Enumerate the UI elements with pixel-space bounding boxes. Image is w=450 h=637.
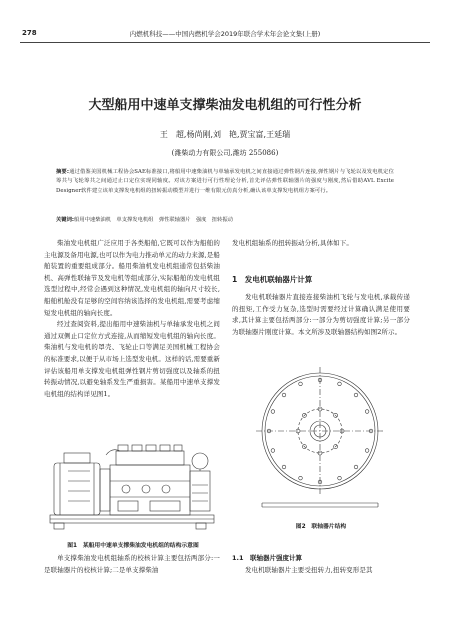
figure-2-coupling-plate-drawing — [254, 363, 386, 513]
abstract — [56, 168, 394, 196]
keywords-text: 船用中速柴油机 单支撑发电机组 弹性联轴器片 强度 扭转振动 — [74, 217, 233, 223]
article-title: 大型船用中速单支撑柴油发电机组的可行性分析 — [88, 98, 362, 113]
figure-2-caption: 图2 联轴器片结构 — [295, 524, 347, 530]
right-paragraph-1: 发电机联轴器片直接连接柴油机飞轮与发电机,承载传递的扭矩,工作受力复杂,选型时需要经过计算确认满足使用要求,其计算主要包括两部分:一部分为剪切强度计算;另一部分为联轴器片刚度计算。本文所涉及联轴器结构如图2所示。 — [232, 293, 410, 336]
subsection-heading-1-1: 1.1 联轴器片强度计算 — [232, 554, 303, 562]
article-authors: 王 超,杨尚刚,刘 艳,贾宝富,王延瑞 — [159, 130, 291, 139]
right-column-top-text — [232, 238, 410, 250]
page-number: 278 — [22, 29, 37, 37]
left-paragraph-1: 柴油发电机组广泛应用于各类船舶,它既可以作为船舶的主电源及备用电源,也可以作为电力推动单元的动力来源,是船舶装置的重要组成部分。船用柴油机发电机组通常包括柴油机、高弹性联轴节及发电机等组成部分,实际船舶的发电机组选型过程中,经常会遇到这种情况,发电机组的轴向尺寸较长,船舶机舱没有足够的空间容纳该选择的发电机组,需要考虑缩短发电机组的轴向长度。 — [44, 239, 220, 317]
right-paragraph-2: 发电机联轴器片主要受扭转力,扭转变形是其 — [245, 566, 373, 574]
article-affiliation: (潍柴动力有限公司,潍坊 255086) — [171, 149, 279, 157]
keywords-label: 关键词: — [56, 217, 75, 223]
right-column-bottom-text — [232, 565, 410, 577]
right-paragraph-top: 发电机组轴系的扭转振动分析,具体如下。 — [232, 239, 353, 247]
abstract-label: 摘要: — [56, 169, 70, 175]
figure-1-caption: 图1 某船用中速单支撑柴油发电机组的结构示意图 — [67, 543, 199, 549]
abstract-text: 通过借鉴美国机械工程协会SAE标准接口,将船用中速柴油机与单轴承发电机之间直接通过弹性钢片连接,弹性钢片与飞轮以及发电机定位筹共与飞轮筹共之间通过止口定位实现同轴度。对该方案进行可行性理论分析,首先评估弹性联轴器片的强度与刚度,然后借助AVL Excite Designer软件建立该单支撑发电机组的扭转振动模型并进行一维有限元仿真分析,确认该单支撑发电机组方案可行。 — [56, 169, 394, 194]
left-column-text — [44, 238, 220, 400]
figure-1-generator-set-drawing — [46, 441, 218, 533]
left-column-bottom-text — [44, 553, 220, 576]
left-paragraph-3: 单支撑柴油发电机组轴系的校核计算主要包括两部分:一是联轴器片的校核计算;二是单支撑柴油 — [44, 554, 220, 574]
running-head: 内燃机科技——中国内燃机学会2019年联合学术年会论文集(上册) — [129, 30, 321, 38]
right-column-section-text — [232, 292, 410, 338]
left-paragraph-2: 经过查阅资料,提出船用中速柴油机与单轴承发电机之间通过双侧止口定位方式连接,从而缩短发电机组的轴向长度。柴油机与发电机的罩壳、飞轮止口等满足美国机械工程协会的标准要求,以便于从市场上选型发电机。这样的话,需要重新评估该船用单支撑发电机组弹性钢片剪切强度以及轴系的扭转振动情况,以避免轴系发生严重损害。某船用中速单支撑发电机组的结构详见图1。 — [44, 320, 220, 398]
keywords — [56, 216, 394, 225]
header-rule — [20, 42, 430, 43]
section-heading-1: 1 发电机联轴器片计算 — [232, 275, 313, 284]
